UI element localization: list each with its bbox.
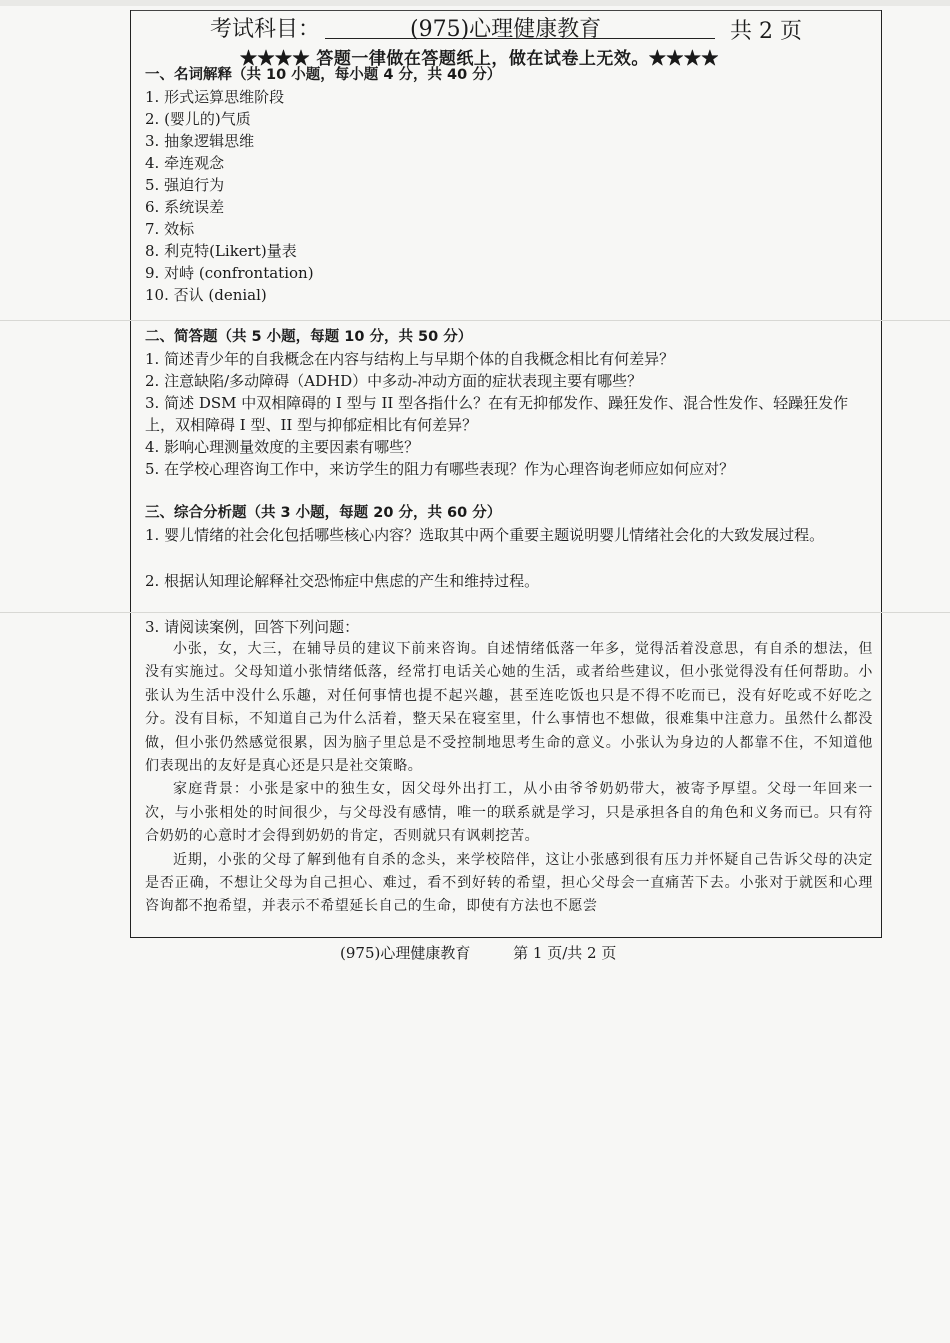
exam-content: [145, 64, 873, 919]
question-item: 3. 请阅读案例，回答下列问题：: [145, 618, 360, 636]
question-item: 4. 影响心理测量效度的主要因素有哪些？: [145, 438, 420, 456]
subject-name: (975)心理健康教育: [410, 17, 602, 42]
question-item: 8. 利克特(Likert)量表: [145, 242, 297, 260]
case-paragraph: 近期，小张的父母了解到他有自杀的念头，来学校陪伴，这让小张感到很有压力并怀疑自己告诉父母的决定是否正确，不想让父母为自己担心、难过，看不到好转的希望，担心父母会一直痛苦下去。小张对于就医和心理咨询都不抱希望，并表示不希望延长自己的生命，即使有方法也不愿尝: [145, 851, 873, 915]
question-item: 5. 强迫行为: [145, 176, 225, 194]
subject-label: 考试科目：: [210, 17, 321, 42]
page-footer: [340, 942, 654, 963]
question-item: 5. 在学校心理咨询工作中，来访学生的阻力有哪些表现？作为心理咨询老师应如何应对？: [145, 460, 735, 478]
question-item: 3. 简述 DSM 中双相障碍的 I 型与 II 型各指什么？在有无抑郁发作、躁狂发作、混合性发作、轻躁狂发作上，双相障碍 I 型、II 型与抑郁症相比有何差异？: [145, 394, 849, 434]
scan-edge: [0, 0, 950, 6]
question-item: 3. 抽象逻辑思维: [145, 132, 255, 150]
question-item: 1. 简述青少年的自我概念在内容与结构上与早期个体的自我概念相比有何差异？: [145, 350, 675, 368]
case-paragraph: 家庭背景：小张是家中的独生女，因父母外出打工，从小由爷爷奶奶带大，被寄予厚望。父母一年回来一次，与小张相处的时间很少，与父母没有感情，唯一的联系就是学习，只是承担各自的角色和义务而已。只有符合奶奶的心意时才会得到奶奶的肯定，否则就只有讽刺挖苦。: [145, 781, 873, 845]
section-1-title: 一、名词解释（共 10 小题，每小题 4 分，共 40 分）: [145, 67, 502, 83]
question-item: 7. 效标: [145, 220, 195, 238]
question-item: 10. 否认 (denial): [145, 286, 267, 304]
question-item: 2. 注意缺陷/多动障碍（ADHD）中多动-冲动方面的症状表现主要有哪些？: [145, 372, 643, 390]
question-item: 1. 婴儿情绪的社会化包括哪些核心内容？选取其中两个重要主题说明婴儿情绪社会化的大致发展过程。: [145, 526, 825, 544]
footer-subject: (975)心理健康教育: [340, 944, 471, 962]
question-item: 9. 对峙 (confrontation): [145, 264, 314, 282]
question-item: 2. 根据认知理论解释社交恐怖症中焦虑的产生和维持过程。: [145, 572, 540, 590]
question-item: 2. (婴儿的)气质: [145, 110, 251, 128]
section-3-title: 三、综合分析题（共 3 小题，每题 20 分，共 60 分）: [145, 505, 502, 521]
total-pages: 共 2 页: [730, 19, 802, 44]
footer-page-number: 第 1 页/共 2 页: [513, 944, 617, 962]
exam-header: [210, 12, 830, 42]
question-item: 1. 形式运算思维阶段: [145, 88, 285, 106]
section-2-title: 二、简答题（共 5 小题，每题 10 分，共 50 分）: [145, 329, 473, 345]
question-item: 6. 系统误差: [145, 198, 225, 216]
answer-notice: ★★★★ 答题一律做在答题纸上，做在试卷上无效。★★★★: [240, 49, 719, 69]
case-paragraph: 小张，女，大三，在辅导员的建议下前来咨询。自述情绪低落一年多，觉得活着没意思，有自杀的想法，但没有实施过。父母知道小张情绪低落，经常打电话关心她的生活，或者给些建议，但小张觉得没有任何帮助。小张认为生活中没什么乐趣，对任何事情也提不起兴趣，甚至连吃饭也只是不得不吃而已，没有好吃或不好吃之分。没有目标，不知道自己为什么活着，整天呆在寝室里，什么事情也不想做，很难集中注意力。虽然什么都没做，但小张仍然感觉很累，因为脑子里总是不受控制地思考生命的意义。小张认为身边的人都靠不住，不知道他们表现出的友好是真心还是只是社交策略。: [145, 641, 873, 775]
question-item: 4. 牵连观念: [145, 154, 225, 172]
